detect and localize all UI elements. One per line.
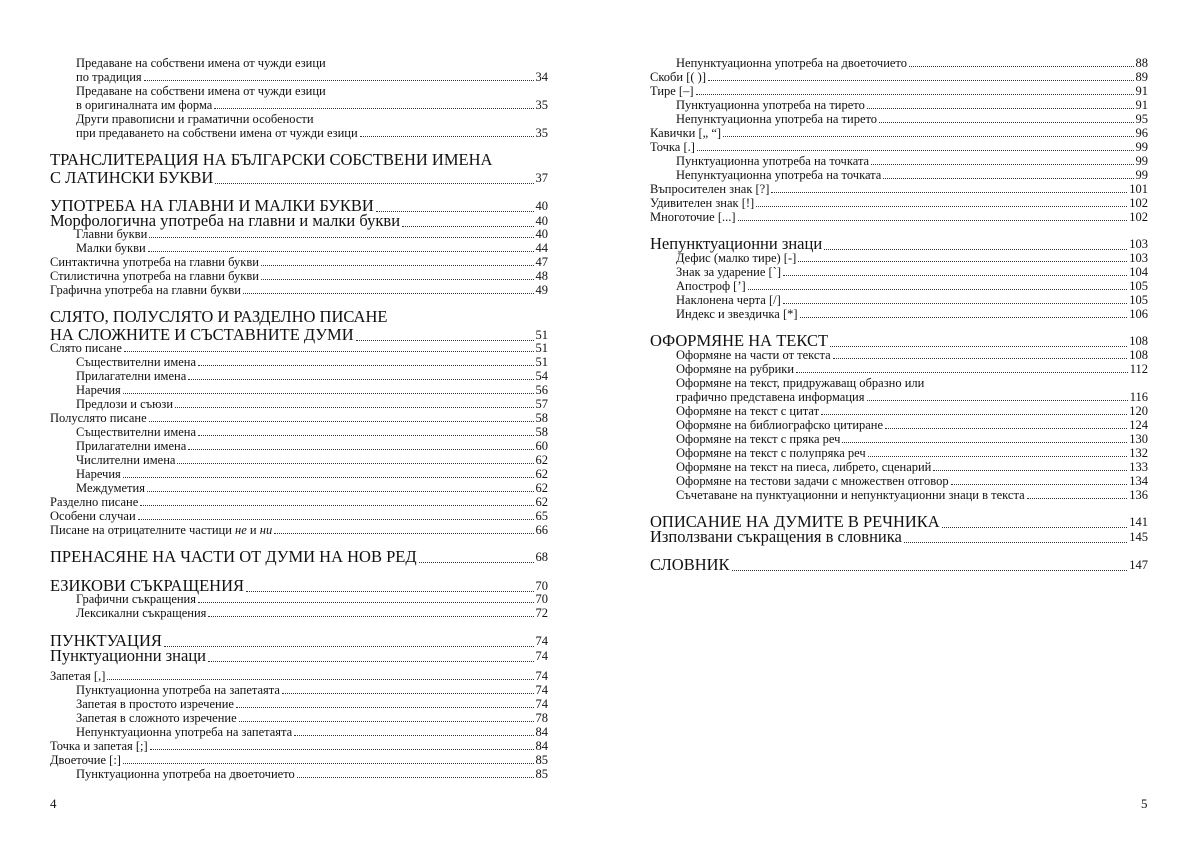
toc-entry-title: Малки букви (76, 241, 146, 255)
dot-leader (138, 519, 534, 520)
dot-leader (198, 602, 533, 603)
dot-leader (732, 570, 1128, 571)
dot-leader (149, 421, 534, 422)
toc-entry-page: 141 (1129, 515, 1148, 529)
toc-entry-page: 85 (535, 767, 548, 781)
toc-entry[interactable] (50, 169, 548, 187)
toc-entry-page: 70 (535, 579, 548, 593)
toc-entry-page: 68 (535, 550, 548, 564)
dot-leader (261, 279, 534, 280)
page-number: 4 (50, 796, 57, 811)
toc-entry-page: 54 (535, 369, 548, 383)
toc-entry[interactable] (676, 446, 1148, 460)
dot-leader (123, 763, 534, 764)
toc-entry-page: 85 (535, 753, 548, 767)
toc-entry[interactable] (76, 369, 548, 383)
toc-entry-page: 106 (1129, 307, 1148, 321)
toc-entry[interactable] (676, 474, 1148, 488)
toc-entry[interactable] (76, 126, 548, 140)
toc-entry[interactable] (76, 606, 548, 620)
toc-entry-title: Графични съкращения (76, 592, 197, 606)
toc-entry-page: 105 (1129, 279, 1148, 293)
dot-leader (150, 749, 534, 750)
toc-entry[interactable] (676, 362, 1148, 376)
toc-entry-text: Други правописни и граматични особености (76, 112, 314, 126)
toc-entry-title: Тире [–] (650, 84, 694, 98)
toc-entry-page: 40 (535, 199, 548, 213)
toc-entry-title: Непунктуационна употреба на тирето (676, 112, 878, 126)
dot-leader (123, 477, 534, 478)
dot-leader (796, 372, 1128, 373)
toc-entry-page: 62 (535, 481, 548, 495)
toc-entry-title: Междуметия (76, 481, 145, 495)
dot-leader (867, 400, 1128, 401)
toc-entry[interactable] (650, 84, 1148, 98)
toc-entry-title: Графична употреба на главни букви (50, 283, 241, 297)
toc-entry-page: 62 (535, 495, 548, 509)
toc-entry[interactable] (76, 592, 548, 606)
toc-entry-text: ТРАНСЛИТЕРАЦИЯ НА БЪЛГАРСКИ СОБСТВЕНИ ИМЕНА (50, 150, 493, 169)
toc-entry-title: Непунктуационни знаци (650, 234, 823, 253)
dot-leader (798, 261, 1127, 262)
toc-entry-title: Оформяне на части от текста (676, 348, 831, 362)
toc-entry[interactable] (676, 432, 1148, 446)
toc-entry[interactable] (676, 251, 1148, 265)
toc-entry-title: Пунктуационна употреба на тирето (676, 98, 865, 112)
dot-leader (261, 265, 534, 266)
dot-leader (867, 108, 1134, 109)
toc-entry-title: Лексикални съкращения (76, 606, 207, 620)
toc-entry-title: Главни букви (76, 227, 148, 241)
toc-entry-title: Кавички [„ “] (650, 126, 722, 140)
toc-entry[interactable] (76, 227, 548, 241)
toc-entry-page: 103 (1129, 251, 1148, 265)
toc-entry[interactable] (76, 98, 548, 112)
toc-entry-title: Непунктуационна употреба на точката (676, 168, 882, 182)
toc-entry-title: графично представена информация (676, 390, 865, 404)
dot-leader (697, 150, 1134, 151)
toc-entry[interactable] (76, 711, 548, 725)
dot-leader (149, 237, 533, 238)
toc-entry-title: Пунктуационни знаци (50, 646, 207, 665)
toc-entry-text: Предаване на собствени имена от чужди езици (76, 84, 326, 98)
dot-leader (140, 505, 533, 506)
toc-entry-title: Знак за ударение [`] (676, 265, 782, 279)
dot-leader (771, 192, 1127, 193)
dot-leader (783, 303, 1128, 304)
toc-entry[interactable] (676, 390, 1148, 404)
dot-leader (1027, 498, 1128, 499)
toc-entry[interactable] (76, 383, 548, 397)
toc-entry[interactable] (76, 439, 548, 453)
toc-entry-page: 72 (535, 606, 548, 620)
toc-entry[interactable] (650, 528, 1148, 546)
toc-entry-title: Запетая в простото изречение (76, 697, 234, 711)
toc-entry[interactable] (50, 548, 548, 566)
toc-right (600, 0, 1200, 850)
toc-entry-title: Запетая [,] (50, 669, 106, 683)
toc-entry-title: СЛОВНИК (650, 555, 730, 574)
toc-entry-title: ПУНКТУАЦИЯ (50, 631, 162, 650)
toc-entry-page: 35 (535, 98, 548, 112)
toc-entry-page: 62 (535, 467, 548, 481)
toc-entry-title: Индекс и звездичка [*] (676, 307, 798, 321)
dot-leader (297, 777, 534, 778)
toc-entry[interactable] (676, 460, 1148, 474)
toc-entry-page: 95 (1135, 112, 1148, 126)
toc-entry-title: Оформяне на текст с цитат (676, 404, 820, 418)
toc-entry[interactable] (676, 98, 1148, 112)
toc-entry[interactable] (50, 269, 548, 283)
toc-entry-page: 56 (535, 383, 548, 397)
toc-entry-page: 101 (1129, 182, 1148, 196)
toc-entry[interactable] (676, 168, 1148, 182)
toc-entry-page: 147 (1129, 558, 1148, 572)
toc-entry-page: 40 (535, 214, 548, 228)
toc-entry-title: Разделно писане (50, 495, 139, 509)
dot-leader (236, 707, 534, 708)
toc-entry-page: 136 (1129, 488, 1148, 502)
dot-leader (124, 351, 534, 352)
dot-leader (833, 358, 1128, 359)
toc-entry[interactable] (50, 669, 548, 683)
toc-entry-page: 74 (535, 697, 548, 711)
toc-entry-title: Морфологична употреба на главни и малки букви (50, 211, 401, 230)
toc-entry-page: 133 (1129, 460, 1148, 474)
toc-entry[interactable] (76, 355, 548, 369)
dot-leader (824, 249, 1127, 250)
toc-entry-title: в оригиналната им форма (76, 98, 213, 112)
toc-entry-title: УПОТРЕБА НА ГЛАВНИ И МАЛКИ БУКВИ (50, 196, 374, 215)
toc-entry-page: 124 (1129, 418, 1148, 432)
toc-entry-title: Удивителен знак [!] (650, 196, 755, 210)
toc-entry-page: 120 (1129, 404, 1148, 418)
toc-entry-title: Запетая в сложното изречение (76, 711, 237, 725)
dot-leader (708, 80, 1134, 81)
toc-entry[interactable] (676, 348, 1148, 362)
toc-entry-title: ПРЕНАСЯНЕ НА ЧАСТИ ОТ ДУМИ НА НОВ РЕД (50, 547, 417, 566)
dot-leader (868, 456, 1128, 457)
toc-entry-page: 74 (535, 683, 548, 697)
toc-entry[interactable] (50, 255, 548, 269)
dot-leader (783, 275, 1127, 276)
toc-entry-page: 51 (535, 355, 548, 369)
dot-leader (883, 178, 1133, 179)
toc-entry-page: 102 (1129, 210, 1148, 224)
toc-entry-page: 89 (1135, 70, 1148, 84)
toc-entry-page: 104 (1129, 265, 1148, 279)
toc-entry[interactable] (76, 697, 548, 711)
toc-entry[interactable] (676, 307, 1148, 321)
toc-entry-title: Съчетаване на пунктуационни и непунктуационни знаци в текста (676, 488, 1025, 502)
toc-entry-title: по традиция (76, 70, 142, 84)
toc-entry-page: 91 (1135, 84, 1148, 98)
toc-entry-page: 99 (1135, 154, 1148, 168)
dot-leader (198, 365, 533, 366)
dot-leader (239, 721, 534, 722)
toc-entry[interactable] (76, 241, 548, 255)
toc-entry[interactable] (76, 425, 548, 439)
toc-entry[interactable] (50, 411, 548, 425)
toc-entry-title: Писане на отрицателните частици не и ни (50, 523, 273, 537)
toc-entry[interactable] (76, 725, 548, 739)
toc-entry-title: Синтактична употреба на главни букви (50, 255, 259, 269)
toc-entry[interactable] (76, 397, 548, 411)
toc-entry[interactable] (650, 210, 1148, 224)
dot-leader (188, 379, 533, 380)
toc-entry-title: Наклонена черта [/] (676, 293, 781, 307)
dot-leader (208, 661, 533, 662)
toc-entry[interactable] (76, 683, 548, 697)
toc-entry[interactable] (650, 70, 1148, 84)
toc-entry-page: 65 (535, 509, 548, 523)
dot-leader (243, 293, 534, 294)
toc-entry-page: 84 (535, 725, 548, 739)
dot-leader (696, 94, 1134, 95)
toc-entry[interactable] (50, 647, 548, 665)
toc-entry-text: СЛЯТО, ПОЛУСЛЯТО И РАЗДЕЛНО ПИСАНЕ (50, 307, 388, 326)
toc-entry-page: 51 (535, 328, 548, 342)
toc-entry-page: 96 (1135, 126, 1148, 140)
page-number: 5 (1141, 796, 1148, 811)
toc-entry[interactable] (676, 404, 1148, 418)
toc-entry-title: Наречия (76, 467, 121, 481)
toc-entry-text: Предаване на собствени имена от чужди езици (76, 56, 326, 70)
toc-entry-page: 78 (535, 711, 548, 725)
toc-entry-page: 99 (1135, 140, 1148, 154)
toc-entry-title: Дефис (малко тире) [-] (676, 251, 797, 265)
toc-entry-text: Оформяне на текст, придружаващ образно или (676, 376, 925, 390)
toc-entry-page: 116 (1129, 390, 1148, 404)
toc-entry-page: 84 (535, 739, 548, 753)
toc-entry-title: Непунктуационна употреба на запетаята (76, 725, 293, 739)
toc-entry[interactable] (50, 495, 548, 509)
dot-leader (147, 491, 534, 492)
toc-entry-title: Въпросителен знак [?] (650, 182, 770, 196)
toc-entry-title: Съществителни имена (76, 355, 197, 369)
toc-entry-title: ОПИСАНИЕ НА ДУМИТЕ В РЕЧНИКА (650, 512, 940, 531)
dot-leader (748, 289, 1128, 290)
toc-entry-title: Точка [.] (650, 140, 695, 154)
toc-entry[interactable] (50, 739, 548, 753)
dot-leader (177, 463, 533, 464)
dot-leader (933, 470, 1127, 471)
dot-leader (821, 414, 1127, 415)
toc-entry-title: Пунктуационна употреба на запетаята (76, 683, 280, 697)
dot-leader (842, 442, 1127, 443)
toc-entry-page: 62 (535, 453, 548, 467)
toc-entry[interactable] (650, 182, 1148, 196)
toc-entry-title: Особени случаи (50, 509, 136, 523)
dot-leader (885, 428, 1127, 429)
toc-entry-page: 108 (1129, 334, 1148, 348)
dot-leader (800, 317, 1128, 318)
toc-entry-page: 60 (535, 439, 548, 453)
toc-entry-title: Оформяне на текст на пиеса, либрето, сценарий (676, 460, 932, 474)
toc-entry-page: 49 (535, 283, 548, 297)
toc-entry-title: Стилистична употреба на главни букви (50, 269, 259, 283)
toc-entry-title: ЕЗИКОВИ СЪКРАЩЕНИЯ (50, 576, 245, 595)
dot-leader (282, 693, 534, 694)
toc-entry-page: 134 (1129, 474, 1148, 488)
toc-entry-title: при предаването на собствени имена от чужди езици (76, 126, 358, 140)
toc-entry-title: Оформяне на тестови задачи с множествен отговор (676, 474, 949, 488)
toc-entry-title: Прилагателни имена (76, 439, 187, 453)
toc-entry-title: НА СЛОЖНИТЕ И СЪСТАВНИТЕ ДУМИ (50, 325, 354, 344)
toc-entry-page: 58 (535, 425, 548, 439)
toc-entry[interactable] (650, 140, 1148, 154)
dot-leader (909, 66, 1134, 67)
right-page (600, 0, 1200, 850)
dot-leader (107, 679, 533, 680)
toc-entry-title: Пунктуационна употреба на точката (676, 154, 870, 168)
toc-entry[interactable] (676, 488, 1148, 502)
toc-entry-title: Слято писане (50, 341, 122, 355)
toc-entry[interactable] (676, 154, 1148, 168)
toc-entry[interactable] (676, 265, 1148, 279)
toc-entry[interactable] (76, 70, 548, 84)
toc-entry[interactable] (676, 279, 1148, 293)
dot-leader (951, 484, 1128, 485)
dot-leader (123, 393, 534, 394)
dot-leader (148, 251, 534, 252)
toc-entry-title: Използвани съкращения в словника (650, 527, 902, 546)
toc-entry-page: 66 (535, 523, 548, 537)
toc-entry-page: 88 (1135, 56, 1148, 70)
toc-entry-page: 74 (535, 669, 548, 683)
toc-entry-title: Скоби [( )] (650, 70, 706, 84)
dot-leader (904, 542, 1127, 543)
toc-entry-title: Оформяне на текст с полупряка реч (676, 446, 866, 460)
dot-leader (738, 220, 1128, 221)
toc-entry-title: Предлози и съюзи (76, 397, 174, 411)
toc-entry-page: 37 (535, 171, 548, 185)
toc-entry[interactable] (50, 523, 548, 537)
toc-entry-title: Полуслято писане (50, 411, 147, 425)
toc-entry-page: 105 (1129, 293, 1148, 307)
toc-entry-page: 145 (1129, 530, 1148, 544)
toc-entry-title: ОФОРМЯНЕ НА ТЕКСТ (650, 331, 829, 350)
toc-entry-page: 102 (1129, 196, 1148, 210)
toc-entry-page: 130 (1129, 432, 1148, 446)
toc-entry-page: 70 (535, 592, 548, 606)
toc-entry-title: Числителни имена (76, 453, 176, 467)
toc-entry-page: 74 (535, 634, 548, 648)
toc-entry-title: Многоточие [...] (650, 210, 736, 224)
toc-entry-title: Апостроф [’] (676, 279, 746, 293)
toc-entry[interactable] (76, 453, 548, 467)
toc-entry-page: 34 (535, 70, 548, 84)
dot-leader (294, 735, 533, 736)
dot-leader (144, 80, 534, 81)
toc-entry-title: Оформяне на рубрики (676, 362, 795, 376)
toc-entry-page: 58 (535, 411, 548, 425)
toc-entry-page: 51 (535, 341, 548, 355)
toc-entry-title: Двоеточие [:] (50, 753, 121, 767)
toc-entry[interactable] (50, 509, 548, 523)
toc-entry[interactable] (676, 112, 1148, 126)
toc-entry-title: Наречия (76, 383, 121, 397)
toc-entry-title: Пунктуационна употреба на двоеточието (76, 767, 295, 781)
dot-leader (188, 449, 533, 450)
toc-entry[interactable] (50, 753, 548, 767)
toc-entry[interactable] (650, 196, 1148, 210)
toc-entry-page: 44 (535, 241, 548, 255)
toc-entry-title: С ЛАТИНСКИ БУКВИ (50, 168, 214, 187)
dot-leader (756, 206, 1127, 207)
dot-leader (214, 108, 533, 109)
toc-entry-page: 35 (535, 126, 548, 140)
toc-entry[interactable] (76, 467, 548, 481)
toc-entry[interactable] (50, 341, 548, 355)
toc-entry[interactable] (676, 293, 1148, 307)
dot-leader (360, 136, 534, 137)
dot-leader (419, 562, 534, 563)
toc-entry-page: 132 (1129, 446, 1148, 460)
toc-entry-title: Непунктуационна употреба на двоеточието (676, 56, 907, 70)
dot-leader (215, 183, 533, 184)
toc-entry[interactable] (650, 556, 1148, 574)
dot-leader (871, 164, 1133, 165)
toc-entry-page: 91 (1135, 98, 1148, 112)
dot-leader (198, 435, 533, 436)
toc-entry-page: 112 (1129, 362, 1148, 376)
dot-leader (274, 533, 533, 534)
dot-leader (723, 136, 1133, 137)
toc-entry-page: 99 (1135, 168, 1148, 182)
dot-leader (830, 346, 1127, 347)
toc-entry-page: 57 (535, 397, 548, 411)
toc-entry-title: Прилагателни имена (76, 369, 187, 383)
toc-entry-page: 74 (535, 649, 548, 663)
dot-leader (208, 616, 533, 617)
toc-entry-page: 48 (535, 269, 548, 283)
toc-entry-page: 40 (535, 227, 548, 241)
toc-entry-page: 47 (535, 255, 548, 269)
toc-entry-page: 103 (1129, 237, 1148, 251)
dot-leader (175, 407, 533, 408)
dot-leader (879, 122, 1133, 123)
toc-entry-title: Съществителни имена (76, 425, 197, 439)
toc-entry[interactable] (76, 481, 548, 495)
toc-entry[interactable] (50, 283, 548, 297)
toc-entry[interactable] (76, 767, 548, 781)
toc-entry[interactable] (676, 418, 1148, 432)
toc-entry[interactable] (650, 126, 1148, 140)
toc-entry-title: Оформяне на библиографско цитиране (676, 418, 884, 432)
toc-entry[interactable] (676, 56, 1148, 70)
toc-entry-title: Оформяне на текст с пряка реч (676, 432, 841, 446)
toc-entry-page: 108 (1129, 348, 1148, 362)
toc-entry-title: Точка и запетая [;] (50, 739, 148, 753)
